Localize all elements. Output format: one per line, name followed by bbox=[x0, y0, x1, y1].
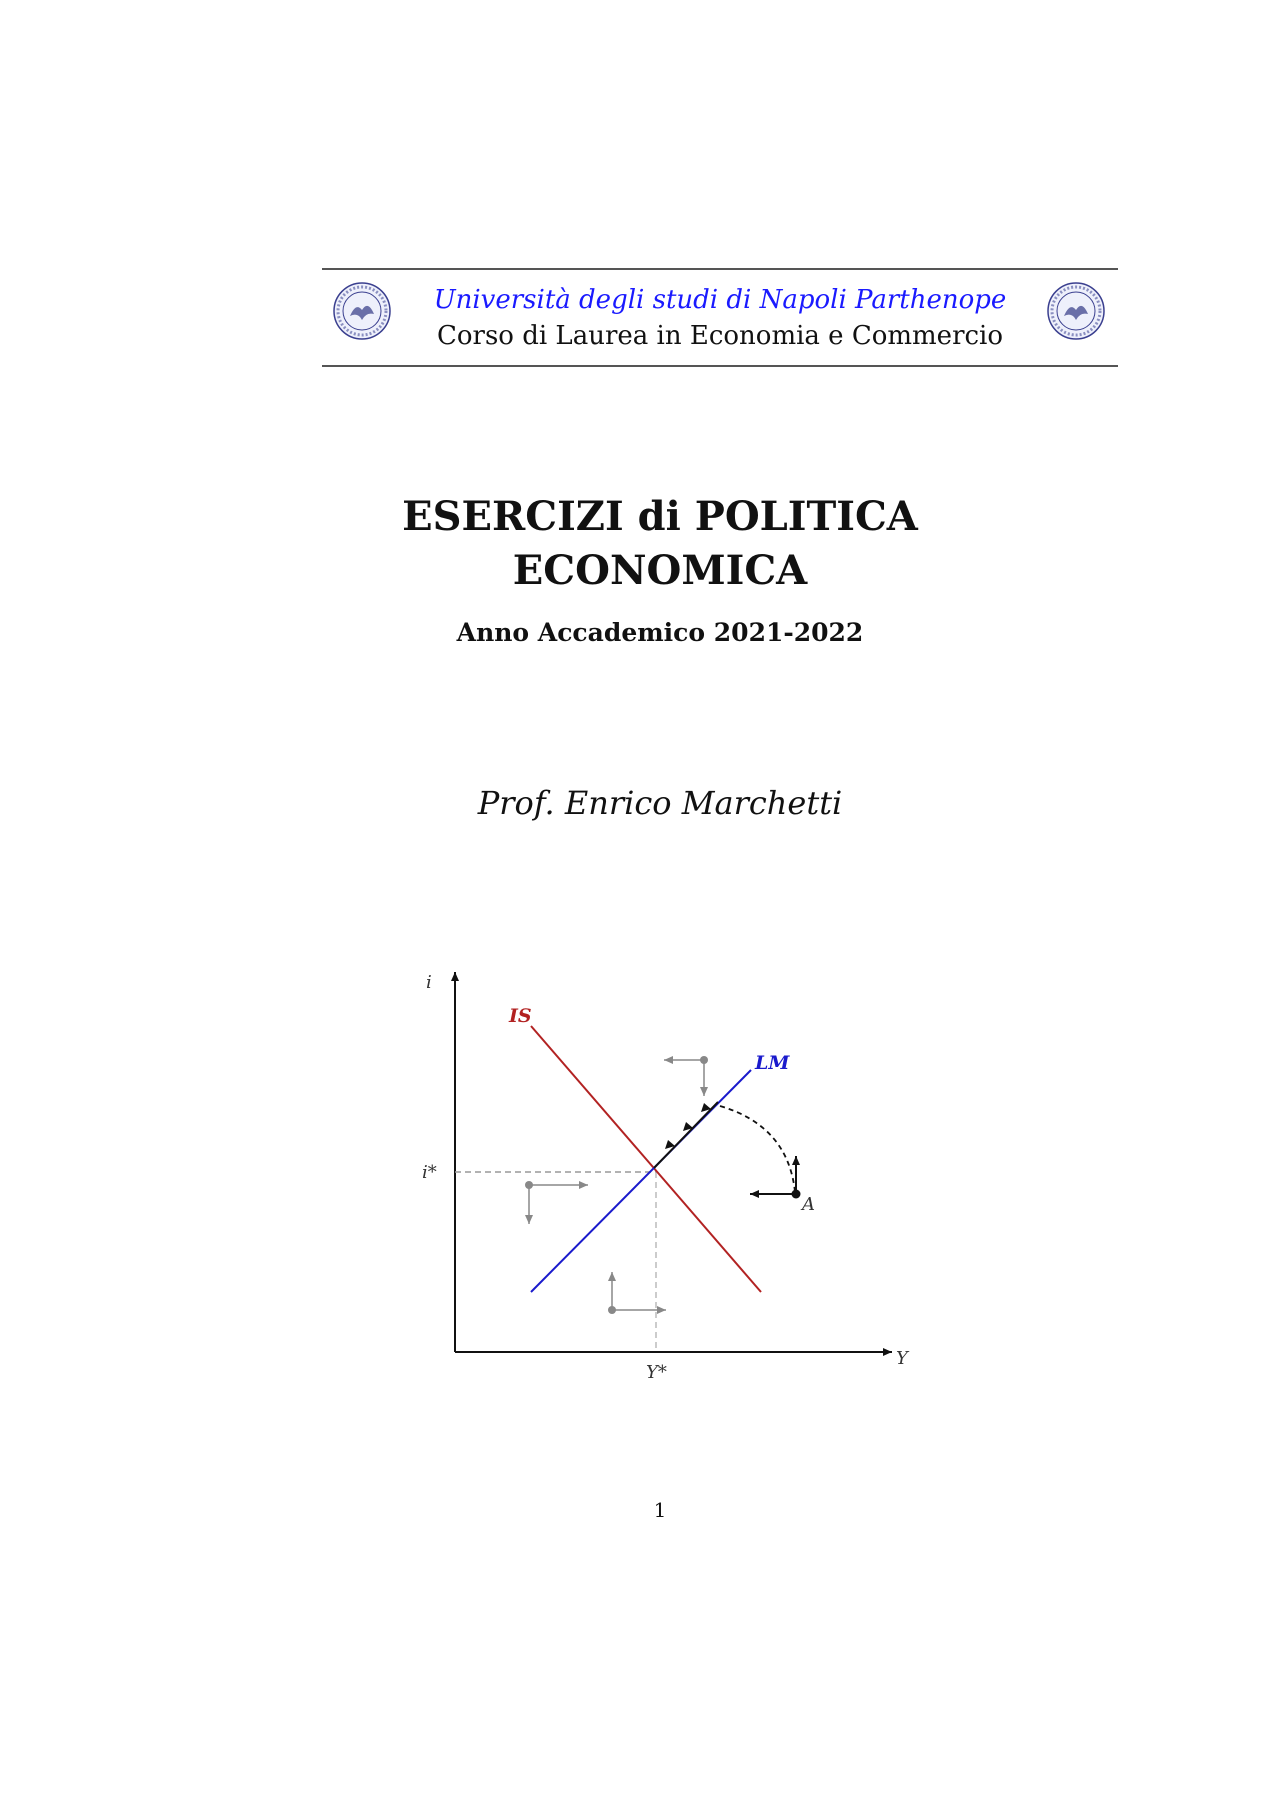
point-a-label: A bbox=[802, 1194, 815, 1215]
is-lm-diagram bbox=[400, 960, 940, 1390]
dashed-adjustment-path bbox=[720, 1106, 795, 1192]
title-line-1: ESERCIZI di POLITICA bbox=[402, 493, 918, 540]
lm-label: LM bbox=[755, 1052, 790, 1074]
y-axis-label: i bbox=[426, 972, 432, 993]
equilibrium-y-label: Y* bbox=[646, 1362, 667, 1383]
region-bottom-arrows bbox=[608, 1272, 666, 1314]
x-axis-label: Y bbox=[896, 1348, 908, 1369]
course-name: Corso di Laurea in Economia e Commercio bbox=[436, 321, 1004, 351]
document-title bbox=[260, 490, 1060, 598]
university-seal-icon bbox=[1046, 280, 1106, 342]
is-curve bbox=[531, 1026, 761, 1292]
author-name: Prof. Enrico Marchetti bbox=[477, 784, 843, 822]
is-label: IS bbox=[509, 1005, 532, 1027]
lm-adjustment-path bbox=[654, 1102, 718, 1168]
university-name: Università degli studi di Napoli Parthenope bbox=[433, 285, 1007, 315]
page-number: 1 bbox=[653, 1498, 667, 1522]
region-top-arrows bbox=[664, 1056, 708, 1096]
academic-year: Anno Accademico 2021-2022 bbox=[456, 618, 864, 647]
university-seal-icon bbox=[332, 280, 392, 342]
equilibrium-i-label: i* bbox=[422, 1162, 437, 1183]
region-left-arrows bbox=[525, 1181, 588, 1224]
title-line-2: ECONOMICA bbox=[512, 547, 808, 594]
document-header bbox=[322, 268, 1118, 367]
